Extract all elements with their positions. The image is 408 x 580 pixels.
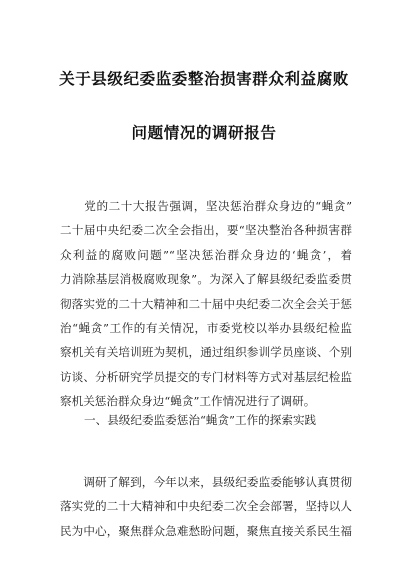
paragraph-line: 众利益的腐败问题”“坚决惩治群众身边的‘蝇贪’，着 — [60, 247, 352, 262]
paragraph-line: 访谈、分析研究学员提交的专门材料等方式对基层纪检监 — [60, 369, 352, 384]
paragraph-intro — [60, 194, 352, 414]
paragraph-line: 调研了解到，今年以来，县级纪委监委能够认真贯彻 — [60, 475, 352, 489]
paragraph-line: 力消除基层消极腐败现象”。为深入了解县级纪委监委贯 — [60, 272, 352, 287]
section-heading: 一、县级纪委监委惩治“蝇贪”工作的探索实践 — [84, 413, 317, 427]
paragraph-line: 察机关惩治群众身边“蝇贪”工作情况进行了调研。 — [60, 394, 316, 409]
paragraph-line: 治“蝇贪”工作的有关情况，市委党校以举办县级纪检监 — [60, 320, 352, 335]
paragraph-line: 察机关有关培训班为契机，通过组织参训学员座谈、个别 — [60, 345, 352, 360]
paragraph-line: 二十届中央纪委二次全会指出，要“坚决整治各种损害群 — [60, 223, 352, 238]
paragraph-line: 落实党的二十大精神和中央纪委二次全会部署，坚持以人 — [60, 499, 352, 514]
document-title-line-1: 关于县级纪委监委整治损害群众利益腐败 — [59, 69, 349, 88]
paragraph-findings — [60, 470, 352, 543]
paragraph-line: 彻落实党的二十大精神和二十届中央纪委二次全会关于惩 — [60, 296, 352, 311]
document-title-line-2: 问题情况的调研报告 — [131, 123, 277, 142]
paragraph-line: 民为中心，聚焦群众急难愁盼问题，聚焦直接关系民生福 — [60, 523, 352, 538]
paragraph-line: 党的二十大报告强调，坚决惩治群众身边的“蝇贪” — [60, 199, 352, 213]
